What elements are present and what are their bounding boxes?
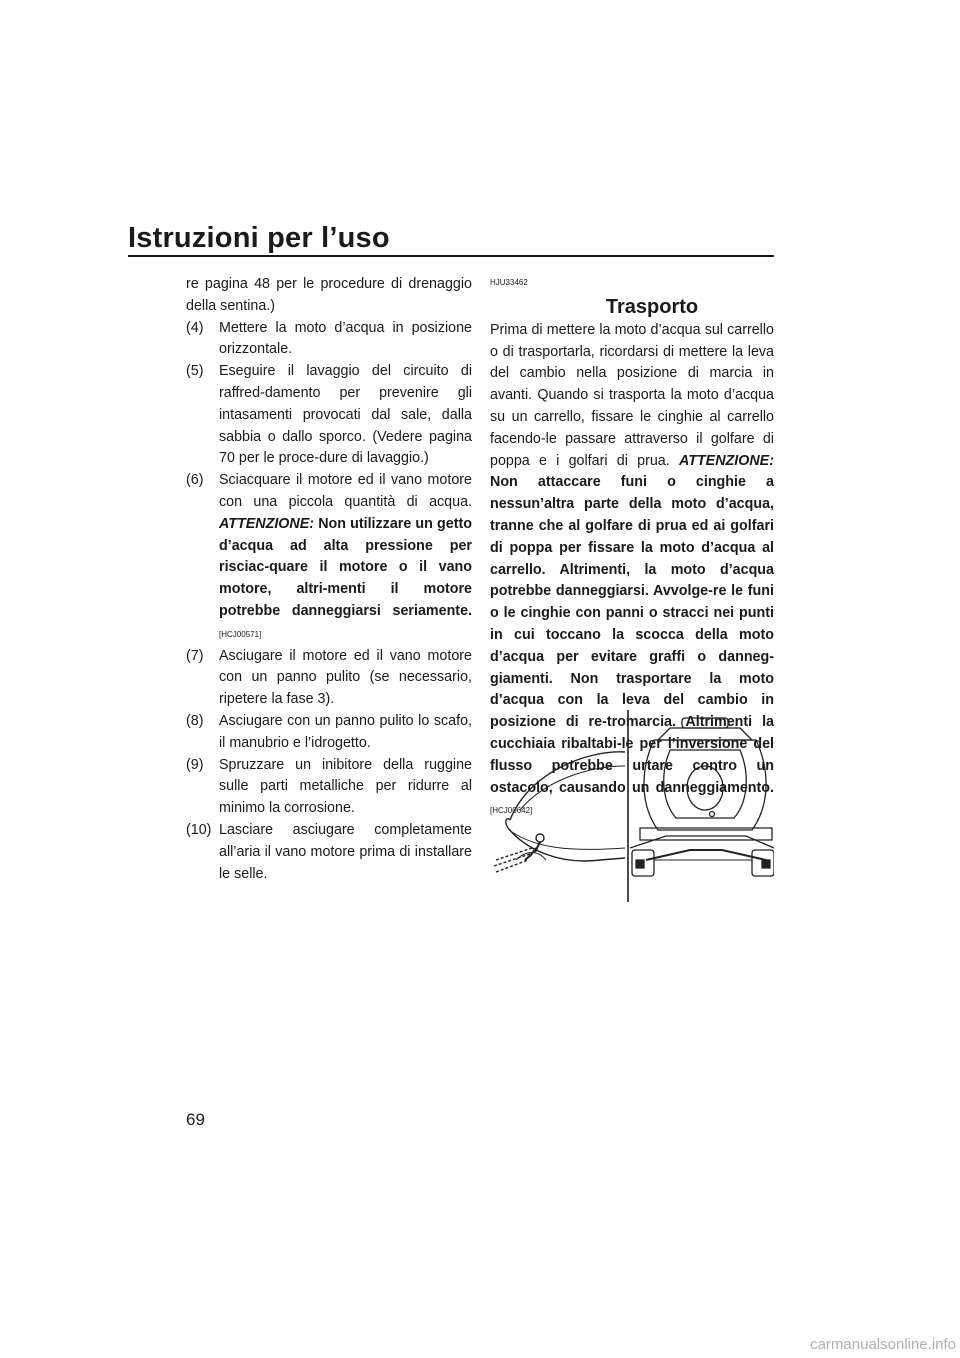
- page-number: 69: [186, 1110, 205, 1129]
- step-number: (10): [186, 821, 212, 838]
- warning-code: [HCJ00642]: [490, 806, 533, 816]
- step-10: [186, 820, 472, 885]
- step-text: Mettere la moto d’acqua in posizione orizzontale.: [219, 319, 472, 358]
- trailer-rear-view: [630, 718, 774, 876]
- step-text: Asciugare il motore ed il vano motore con un panno pulito (se necessario, ripetere la fase 3).: [219, 647, 472, 708]
- step-5: [186, 361, 472, 470]
- section-title: Trasporto: [605, 295, 699, 318]
- step-number: (4): [186, 319, 204, 336]
- page-title: Istruzioni per l’uso: [128, 222, 390, 254]
- warning-code: [HCJ00571]: [219, 629, 262, 639]
- warning-text: Non utilizzare un getto d’acqua ad alta pressione per risciac-quare il motore o il vano motore, altri-menti il motore potrebbe danneggiarsi seriamente.: [219, 515, 472, 619]
- intro-text: re pagina 48 per le procedure di drenaggio della sentina.): [186, 276, 472, 314]
- step-6: [186, 470, 472, 645]
- warning-label: ATTENZIONE:: [678, 452, 774, 469]
- step-text: Spruzzare un inibitore della ruggine sulle parti metalliche per ridurre al minimo la corrosione.: [219, 756, 472, 817]
- step-text: Eseguire il lavaggio del circuito di raffred-damento per prevenire gli intasamenti provocati dal sale, dalla sabbia o dallo sporco. (Vedere pagina 70 per le proce-dure di lavaggio.): [219, 363, 472, 467]
- section-code: HJU33462: [490, 278, 528, 287]
- step-text: Sciacquare il motore ed il vano motore con una piccola quantità di acqua.: [219, 472, 472, 510]
- step-text: Lasciare asciugare completamente all’aria il vano motore prima di installare le selle.: [219, 821, 472, 882]
- step-number: (6): [186, 472, 204, 489]
- step-number: (5): [186, 363, 204, 380]
- left-column: [186, 274, 472, 885]
- step-number: (8): [186, 712, 204, 729]
- step-7: [186, 646, 472, 711]
- watermark: carmanualsonline.info: [810, 1336, 956, 1353]
- body-text: Prima di mettere la moto d’acqua sul carrello o di trasportarla, ricordarsi di mettere la leva del cambio nella posizione di marcia in avanti. Quando si trasporta la moto d’acqua su un carrello, fissare le cinghie al carrello facendo-le passare attraverso il golfare di poppa e i golfari di prua.: [490, 321, 774, 469]
- header-rule: [128, 255, 774, 257]
- step-9: [186, 755, 472, 820]
- bow-eye-closeup: [494, 752, 625, 872]
- step-number: (9): [186, 756, 204, 773]
- step-8: [186, 711, 472, 755]
- step-4: [186, 318, 472, 362]
- warning-label: ATTENZIONE:: [219, 515, 315, 532]
- trailer-illustration: [490, 710, 774, 910]
- step-number: (7): [186, 647, 204, 664]
- step-text: Asciugare con un panno pulito lo scafo, il manubrio e l’idrogetto.: [219, 712, 472, 751]
- warning-text: Non attaccare funi o cinghie a nessun’altra parte della moto d’acqua, tranne che al golfare di prua ed ai golfari di poppa per fissare la moto d’acqua al carrello. Altrimenti, la moto d’acqua potrebbe danneggiarsi. Avvolge-re le funi o le cinghie con panni o stracci nei punti in cui toccano la scocca della moto d’acqua per evitare graffi o danneg-giamenti. Non trasportare la moto d’acqua con la leva del cambio in posizione di re-tromarcia. Altrimenti la cucchiaia ribaltabi-le per l’inversione del flusso potrebbe urtare contro un ostacolo, causando un danneggiamento.: [490, 474, 774, 796]
